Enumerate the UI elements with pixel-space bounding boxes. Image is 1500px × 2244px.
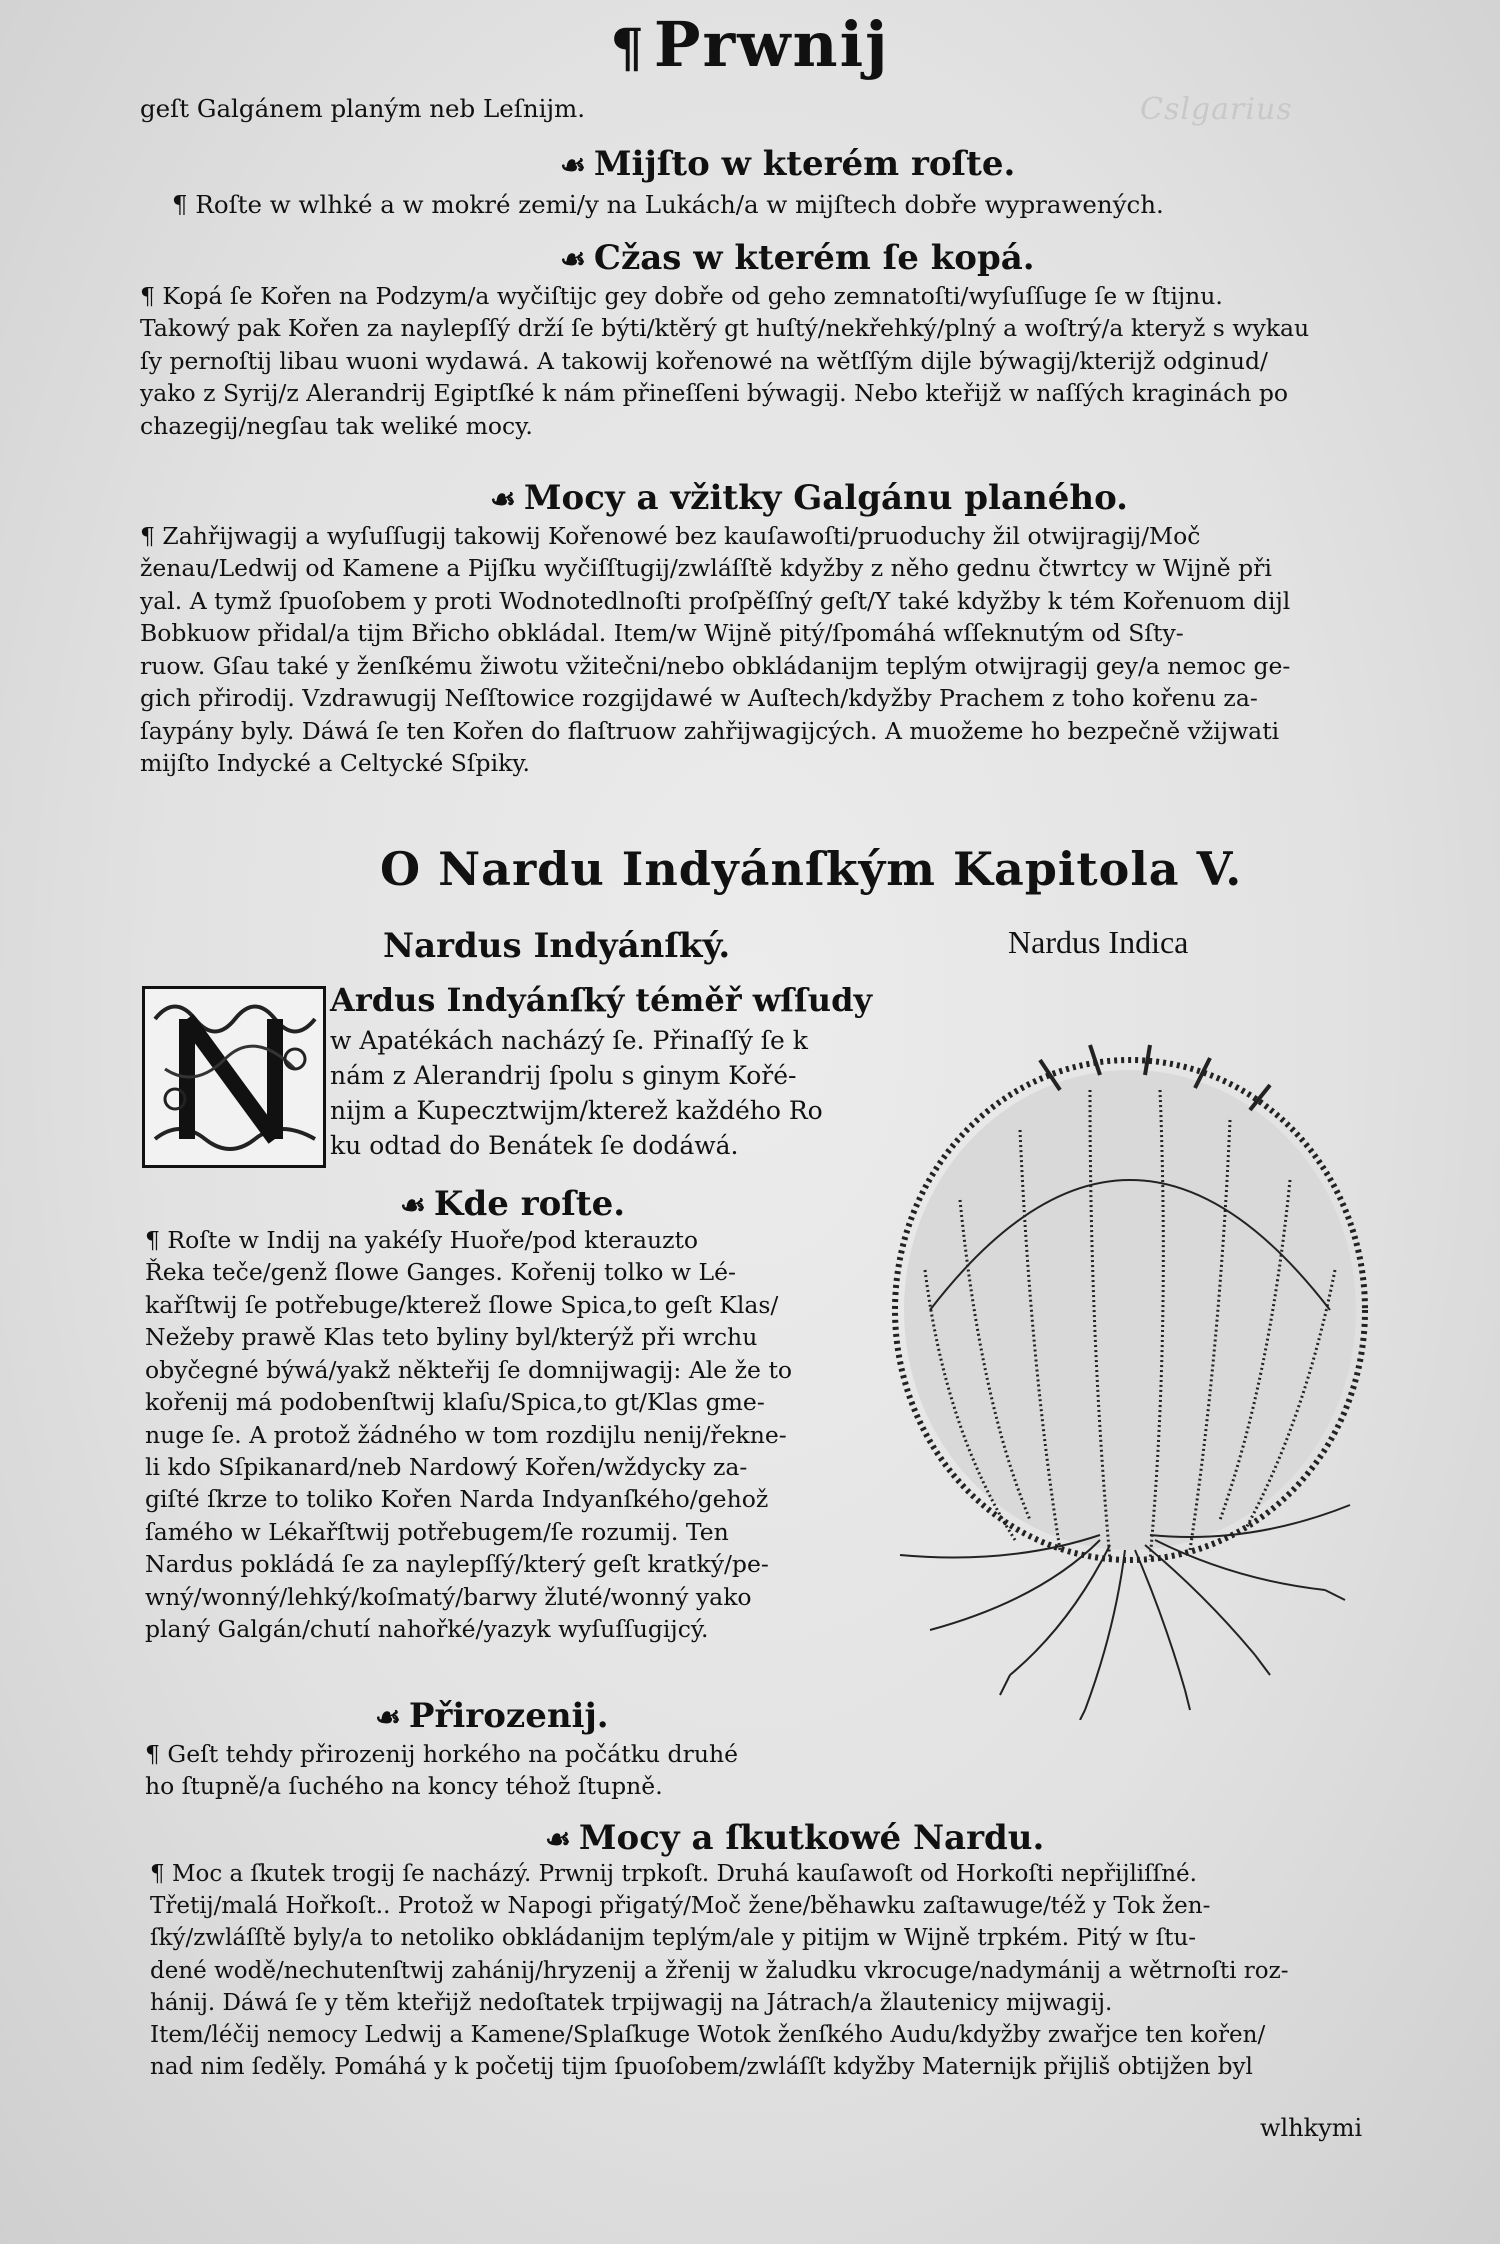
section-text-uses: ¶ Zahřijwagij a wyſuſſugij takowij Kořenowé bez kauſawoſti/pruoduchy žil otwijragij/Moč ženau/Ledwij od Kamene a Pijſku wyčiſſtugij/zwláſſtě kdyžby z něho gednu čtwrtcy w Wijně při yal. A tymž ſpuoſobem y proti Wodnotedlnoſti proſpěſſný geſt/Y také kdyžby k tém Kořenuom dijl Bobkuow přidal/a tijm Břicho obkládal. Item/w Wijně pitý/ſpomáhá wſſeknutým od Sſty- ruow. Gſau také y ženſkému žiwotu vžitečni/nebo obkládanijm teplým otwijragij gey/a nemoc ge- gich přirodij. Vzdrawugij Neſſtowice rozgijdawé w Auſtech/kdyžby Prachem z toho kořenu za- ſaypány byly. Dáwá ſe ten Kořen do flaſtruow zahřijwagijcých. A muožeme ho bezpečně vžijwati mijſto Indycké a Celtycké Sſpiky. — [140, 522, 1291, 777]
section-heading-uses: ☙ Mocy a vžitky Galgánu planého. — [490, 478, 1128, 518]
decorated-initial — [142, 986, 326, 1168]
section-text-nature: ¶ Geſt tehdy přirozenij horkého na počátku druhé ho ſtupně/a ſuchého na koncy téhož ſtupně. — [145, 1740, 738, 1801]
nardus-illustration — [870, 1040, 1390, 1720]
section-heading-grows: ☙ Kde roſte. — [400, 1184, 626, 1224]
fleuron-icon: ☙ — [560, 148, 586, 182]
plant-icon — [870, 1040, 1390, 1720]
chapter-title: O Nardu Indyánſkým Kapitola V. — [380, 842, 1243, 896]
chapter-subtitle: Nardus Indyánſký. — [383, 926, 731, 966]
fleuron-icon: ☙ — [560, 242, 586, 276]
show-through-text: Cslgarius — [1140, 92, 1293, 127]
section-heading-where: ☙ Mijſto w kterém roſte. — [560, 144, 1016, 184]
section-text-when: ¶ Kopá ſe Kořen na Podzym/a wyčiſtijc gey dobře od geho zemnatoſti/wyſuſſuge ſe w ſtijnu. Takowý pak Kořen za naylepſſý drží ſe býti/ktěrý gt huſtý/nekřehký/plný a woſtrý/a kteryž s wykau ſy pernoſtij libau wuoni wydawá. A takowij kořenowé na wětſſým dijle býwagij/kterijž odginud/ yako z Syrij/z Alerandrij Egiptſké k nám přineſſeni býwagij. Nebo kteřijž w naſſých kraginách po chazegij/negſau tak weliké mocy. — [140, 282, 1310, 440]
fleuron-icon: ☙ — [375, 1700, 401, 1734]
fleuron-icon: ☙ — [545, 1822, 571, 1856]
section-heading-powers: ☙ Mocy a ſkutkowé Nardu. — [545, 1818, 1045, 1858]
section-text-where: ¶ Roſte w wlhké a w mokré zemi/y na Lukách/a w mijſtech dobře wyprawených. — [172, 190, 1164, 219]
intro-line: geſt Galgánem planým neb Leſnijm. — [140, 94, 586, 123]
catchword: wlhkymi — [1260, 2114, 1363, 2142]
illustration-caption: Nardus Indica — [1008, 924, 1189, 960]
initial-n-icon — [145, 989, 323, 1165]
section-text-powers: ¶ Moc a ſkutek trogij ſe nacházý. Prwnij trpkoſt. Druhá kauſawoſt od Horkoſti nepřijliſſné. Třetij/malá Hořkoſt.. Protož w Napogi přigatý/Moč žene/běhawku zaſtawuge/též y Tok žen- ſký/zwláſſtě byly/a to netoliko obkládanijm teplým/ale y pitijm w Wijně trpkém. Pitý w ſtu- dené wodě/nechutenſtwij zahánij/hryzenij a žřenij w žaludku vkrocuge/nadymánij a wětrnoſti roz- hánij. Dáwá ſe y těm kteřijž nedoſtatek trpijwagij na Játrach/a žlautenicy mijwagij. Item/léčij nemocy Ledwij a Kamene/Splaſkuge Wotok ženſkého Audu/kdyžby zwařjce ten kořen/ nad nim ſeděly. Pomáhá y k početij tijm ſpuoſobem/zwláſſt kdyžby Maternijk přijliš obtijžen byl — [150, 1861, 1289, 2081]
intro-paragraph: Ardus Indyánſký téměř wſſudy w Apatékách nacházý ſe. Přinaſſý ſe k nám z Alerandrij ſpolu s ginym Kořé- nijm a Kupecztwijm/kterež každého Ro ku odtad do Benátek ſe dodáwá. — [330, 981, 873, 1160]
running-head: ¶ Prwnij — [610, 8, 890, 81]
section-text-grows: ¶ Roſte w Indij na yakéſy Huoře/pod kterauzto Řeka teče/genž ſlowe Ganges. Kořenij tolko w Lé- kařſtwij ſe potřebuge/kterež ſlowe Spica,to geſt Klas/ Nežeby prawě Klas teto byliny byl/kterýž při wrchu obyčegné býwá/yakž někteřij ſe domnijwagij: Ale že to kořenij má podobenſtwij klaſu/Spica,to gt/Klas gme- nuge ſe. A protož žádného w tom rozdijlu nenij/řekne- li kdo Sſpikanard/neb Nardowý Kořen/wždycky za- giſté ſkrze to toliko Kořen Narda Indyanſkého/gehož ſamého w Lékařſtwij potřebugem/ſe rozumij. Ten Nardus pokládá ſe za naylepſſý/který geſt kratký/pe- wný/wonný/lehký/koſmatý/barwy žluté/wonný yako planý Galgán/chutí nahořké/yazyk wyſuſſugijcý. — [145, 1226, 793, 1644]
pilcrow-icon: ¶ — [610, 18, 646, 79]
fleuron-icon: ☙ — [400, 1188, 426, 1222]
fleuron-icon: ☙ — [490, 482, 516, 516]
section-heading-when: ☙ Cžas w kterém ſe kopá. — [560, 238, 1035, 278]
section-heading-nature: ☙ Přirozenij. — [375, 1696, 609, 1736]
